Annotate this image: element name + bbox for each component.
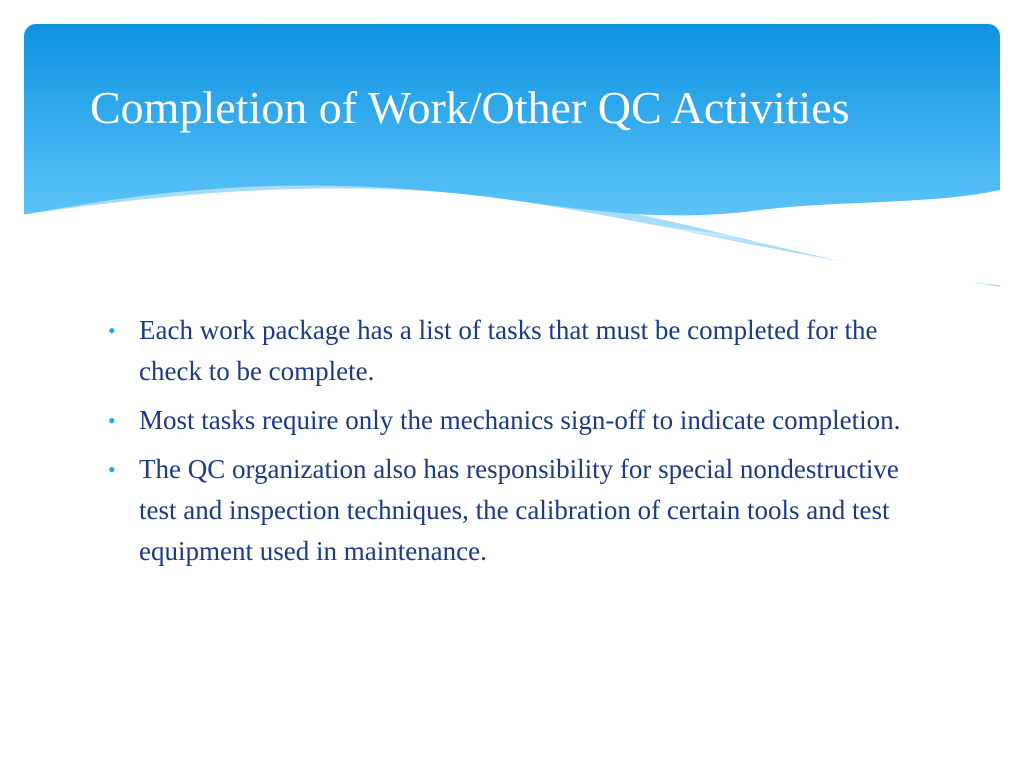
bullet-item [108, 310, 908, 392]
bullet-item [108, 449, 908, 572]
white-wave-cutout [0, 188, 1024, 300]
bullet-list [108, 310, 908, 580]
bullet-text: Most tasks require only the mechanics sign-off to indicate completion. [139, 405, 901, 435]
bullet-icon: • [108, 318, 116, 343]
slide-title: Completion of Work/Other QC Activities [90, 82, 850, 133]
bullet-icon: • [108, 408, 116, 433]
bullet-item [108, 400, 908, 441]
bullet-text: Each work package has a list of tasks that must be completed for the check to be complete. [139, 315, 878, 386]
bullet-icon: • [108, 457, 116, 482]
header-wave-banner [0, 0, 1024, 300]
bullet-text: The QC organization also has responsibility for special nondestructive test and inspection techniques, the calibration of certain tools and test equipment used in maintenance. [139, 454, 899, 566]
